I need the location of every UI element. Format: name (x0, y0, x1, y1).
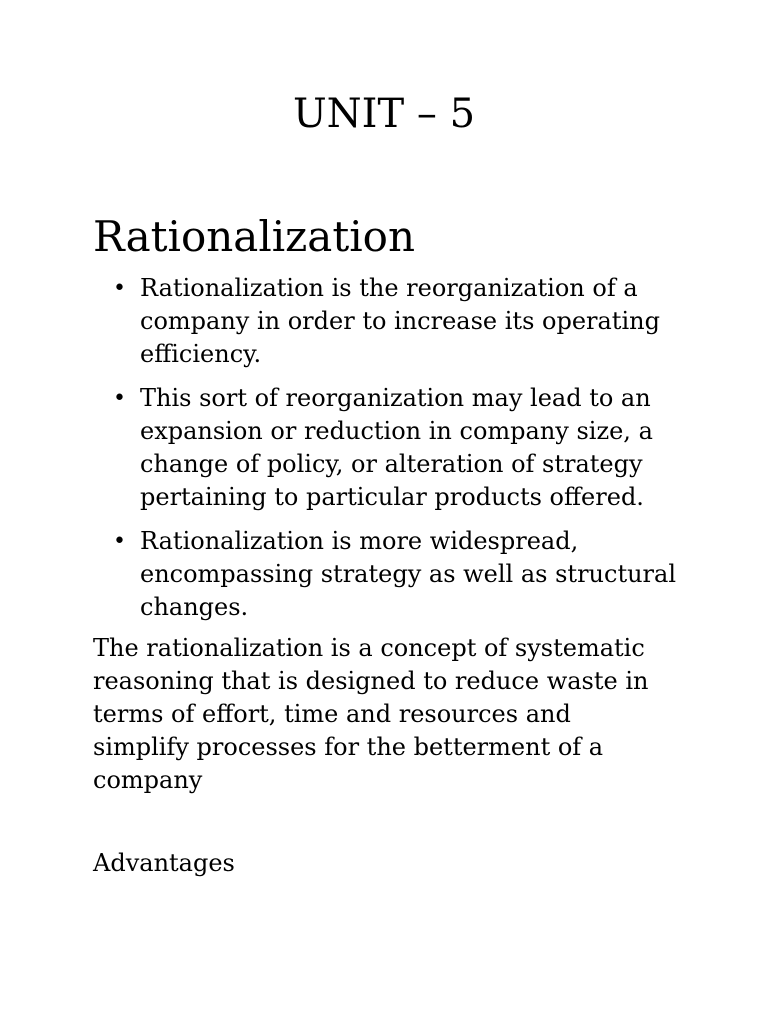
advantages-heading: Advantages (93, 849, 235, 877)
section-heading: Rationalization (93, 212, 415, 261)
bullet-item (113, 382, 680, 514)
bullet-item (113, 272, 680, 371)
bullet-list (0, 272, 768, 635)
bullet-text: Rationalization is the reorganization of a company in order to increase its operating efficiency. (140, 274, 660, 368)
bullet-text: This sort of reorganization may lead to an expansion or reduction in company size, a change of policy, or alteration of strategy pertaining to particular products offered. (140, 384, 653, 511)
unit-title: UNIT – 5 (292, 91, 476, 137)
body-paragraph: The rationalization is a concept of systematic reasoning that is designed to reduce waste in terms of effort, time and resources and simplify processes for the betterment of a company (93, 634, 649, 794)
bullet-item (113, 525, 680, 624)
bullet-icon: • (113, 276, 126, 301)
bullet-icon: • (113, 529, 126, 554)
bullet-text: Rationalization is more widespread, encompassing strategy as well as structural changes. (140, 527, 677, 621)
bullet-icon: • (113, 386, 126, 411)
